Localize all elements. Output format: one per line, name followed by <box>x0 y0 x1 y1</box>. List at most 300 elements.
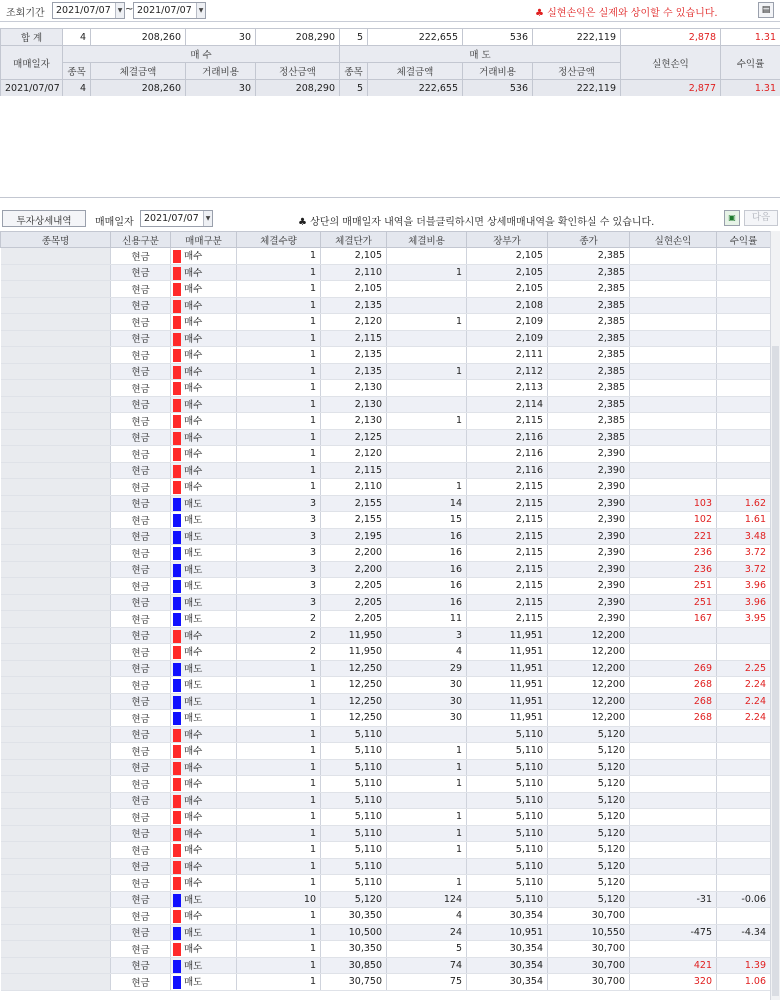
credit-type-cell: 현금 <box>111 792 171 809</box>
trade-type-label: 매수 <box>184 251 203 263</box>
exec-price-cell: 2,130 <box>321 380 387 397</box>
credit-type-cell: 현금 <box>111 429 171 446</box>
row-sell-exec: 222,655 <box>368 80 463 97</box>
exec-fee-cell: 24 <box>387 924 467 941</box>
exec-qty-cell: 1 <box>237 743 321 760</box>
col-credit-type[interactable]: 신용구분 <box>111 232 171 248</box>
realized-pnl-cell: 251 <box>630 594 717 611</box>
exec-price-cell: 5,120 <box>321 891 387 908</box>
exec-fee-cell: 16 <box>387 594 467 611</box>
exec-fee-cell: 16 <box>387 561 467 578</box>
return-rate-cell <box>717 330 771 347</box>
exec-qty-cell: 1 <box>237 330 321 347</box>
realized-pnl-cell: 320 <box>630 974 717 991</box>
exec-fee-cell: 1 <box>387 842 467 859</box>
table-row[interactable] <box>1 627 771 644</box>
credit-type-cell: 현금 <box>111 545 171 562</box>
table-row[interactable] <box>1 908 771 925</box>
realized-pnl-cell <box>630 248 717 265</box>
table-row[interactable] <box>1 660 771 677</box>
table-row[interactable] <box>1 545 771 562</box>
return-rate-cell <box>717 413 771 430</box>
table-row[interactable] <box>1 281 771 298</box>
exec-qty-cell: 1 <box>237 957 321 974</box>
table-row[interactable] <box>1 429 771 446</box>
realized-pnl-cell: -31 <box>630 891 717 908</box>
trade-type-label: 매수 <box>184 465 203 477</box>
realized-pnl-cell <box>630 726 717 743</box>
realized-pnl-cell <box>630 264 717 281</box>
trade-type-marker <box>173 795 181 808</box>
chevron-down-icon[interactable]: ▼ <box>196 3 205 18</box>
total-sell-count: 5 <box>340 29 368 46</box>
trade-type-marker <box>173 498 181 511</box>
realized-pnl-cell <box>630 281 717 298</box>
exec-price-cell: 2,135 <box>321 363 387 380</box>
book-value-cell: 5,110 <box>467 759 548 776</box>
trade-type-label: 매수 <box>184 762 203 774</box>
exec-qty-cell: 1 <box>237 776 321 793</box>
exec-fee-cell <box>387 396 467 413</box>
col-close-price[interactable]: 종가 <box>548 232 630 248</box>
credit-type-cell: 현금 <box>111 677 171 694</box>
trade-type-cell <box>171 248 237 265</box>
table-row[interactable] <box>1 858 771 875</box>
table-row[interactable] <box>1 248 771 265</box>
close-price-cell: 2,390 <box>548 495 630 512</box>
exec-fee-cell: 15 <box>387 512 467 529</box>
detail-grid <box>0 231 771 991</box>
trade-type-label: 매수 <box>184 482 203 494</box>
close-price-cell: 2,390 <box>548 446 630 463</box>
credit-type-cell: 현금 <box>111 875 171 892</box>
table-row[interactable] <box>1 611 771 628</box>
trade-type-marker <box>173 547 181 560</box>
total-sell-exec: 222,655 <box>368 29 463 46</box>
table-row[interactable] <box>1 974 771 991</box>
trade-type-label: 매수 <box>184 267 203 279</box>
return-rate-cell <box>717 396 771 413</box>
grid-scrollbar[interactable] <box>770 231 780 1000</box>
exec-qty-cell: 1 <box>237 809 321 826</box>
row-pnl: 2,877 <box>621 80 721 97</box>
table-row[interactable] <box>1 875 771 892</box>
trade-type-marker <box>173 349 181 362</box>
exec-price-cell: 10,500 <box>321 924 387 941</box>
stock-name-cell <box>1 875 111 892</box>
close-price-cell: 12,200 <box>548 627 630 644</box>
credit-type-cell: 현금 <box>111 693 171 710</box>
table-row[interactable] <box>1 594 771 611</box>
trade-type-cell <box>171 660 237 677</box>
excel-export-icon[interactable]: ▣ <box>724 210 740 226</box>
trade-type-cell <box>171 776 237 793</box>
investment-detail-button[interactable]: 투자상세내역 <box>2 210 86 227</box>
close-price-cell: 2,390 <box>548 528 630 545</box>
header-buy-settle: 정산금액 <box>256 63 340 80</box>
stock-name-cell <box>1 578 111 595</box>
return-rate-cell: 1.61 <box>717 512 771 529</box>
stock-name-cell <box>1 776 111 793</box>
stock-name-cell <box>1 594 111 611</box>
exec-price-cell: 5,110 <box>321 809 387 826</box>
close-price-cell: 12,200 <box>548 710 630 727</box>
stock-name-cell <box>1 297 111 314</box>
realized-pnl-cell <box>630 314 717 331</box>
trade-type-label: 매도 <box>184 894 203 906</box>
table-row[interactable] <box>1 842 771 859</box>
row-date: 2021/07/07 <box>1 80 63 97</box>
chevron-down-icon[interactable]: ▼ <box>115 3 124 18</box>
table-row[interactable] <box>1 759 771 776</box>
book-value-cell: 5,110 <box>467 842 548 859</box>
credit-type-cell: 현금 <box>111 660 171 677</box>
trade-type-label: 매수 <box>184 317 203 329</box>
credit-type-cell: 현금 <box>111 941 171 958</box>
table-row[interactable] <box>1 413 771 430</box>
exec-qty-cell: 1 <box>237 264 321 281</box>
pnl-notice: ♣ 실현손익은 실제와 상이할 수 있습니다. <box>535 8 718 19</box>
exec-fee-cell: 1 <box>387 743 467 760</box>
trade-type-marker <box>173 927 181 940</box>
return-rate-cell: 2.24 <box>717 710 771 727</box>
exec-qty-cell: 1 <box>237 677 321 694</box>
stock-name-cell <box>1 380 111 397</box>
exec-qty-cell: 3 <box>237 578 321 595</box>
close-price-cell: 5,120 <box>548 842 630 859</box>
exec-fee-cell <box>387 462 467 479</box>
trade-type-marker <box>173 481 181 494</box>
col-exec-fee[interactable]: 체결비용 <box>387 232 467 248</box>
trade-type-marker <box>173 762 181 775</box>
credit-type-cell: 현금 <box>111 248 171 265</box>
exec-fee-cell: 1 <box>387 314 467 331</box>
header-rate: 수익률 <box>721 46 780 80</box>
total-buy-fee: 30 <box>186 29 256 46</box>
total-pnl: 2,878 <box>621 29 721 46</box>
table-row[interactable] <box>1 578 771 595</box>
exec-price-cell: 2,120 <box>321 446 387 463</box>
book-value-cell: 5,110 <box>467 726 548 743</box>
exec-price-cell: 5,110 <box>321 726 387 743</box>
trade-type-label: 매수 <box>184 333 203 345</box>
book-value-cell: 5,110 <box>467 825 548 842</box>
stock-name-cell <box>1 842 111 859</box>
trade-type-label: 매수 <box>184 878 203 890</box>
return-rate-cell <box>717 809 771 826</box>
table-row[interactable] <box>1 380 771 397</box>
total-buy-count: 4 <box>63 29 91 46</box>
date-from-input[interactable] <box>52 2 125 19</box>
trade-type-cell <box>171 594 237 611</box>
close-price-cell: 2,385 <box>548 347 630 364</box>
exec-qty-cell: 1 <box>237 941 321 958</box>
return-rate-cell: 3.96 <box>717 578 771 595</box>
return-rate-cell <box>717 875 771 892</box>
credit-type-cell: 현금 <box>111 908 171 925</box>
exec-fee-cell: 16 <box>387 578 467 595</box>
exec-fee-cell <box>387 281 467 298</box>
exec-qty-cell: 3 <box>237 528 321 545</box>
book-value-cell: 2,112 <box>467 363 548 380</box>
book-value-cell: 2,115 <box>467 413 548 430</box>
trade-type-label: 매도 <box>184 663 203 675</box>
table-row[interactable] <box>1 495 771 512</box>
credit-type-cell: 현금 <box>111 842 171 859</box>
return-rate-cell <box>717 264 771 281</box>
credit-type-cell: 현금 <box>111 281 171 298</box>
table-row[interactable] <box>1 363 771 380</box>
table-row[interactable] <box>1 446 771 463</box>
close-price-cell: 2,385 <box>548 429 630 446</box>
return-rate-cell: -4.34 <box>717 924 771 941</box>
credit-type-cell: 현금 <box>111 330 171 347</box>
book-value-cell: 2,115 <box>467 611 548 628</box>
credit-type-cell: 현금 <box>111 561 171 578</box>
close-price-cell: 2,390 <box>548 578 630 595</box>
realized-pnl-cell <box>630 330 717 347</box>
book-value-cell: 2,115 <box>467 495 548 512</box>
table-row[interactable] <box>1 941 771 958</box>
close-price-cell: 5,120 <box>548 743 630 760</box>
book-value-cell: 2,105 <box>467 264 548 281</box>
close-price-cell: 2,385 <box>548 330 630 347</box>
realized-pnl-cell <box>630 446 717 463</box>
credit-type-cell: 현금 <box>111 759 171 776</box>
exec-price-cell: 12,250 <box>321 677 387 694</box>
table-row[interactable] <box>1 693 771 710</box>
close-price-cell: 2,385 <box>548 264 630 281</box>
exec-fee-cell <box>387 347 467 364</box>
trade-type-marker <box>173 283 181 296</box>
return-rate-cell <box>717 941 771 958</box>
table-row[interactable] <box>1 330 771 347</box>
credit-type-cell: 현금 <box>111 512 171 529</box>
close-price-cell: 2,390 <box>548 462 630 479</box>
trade-type-marker <box>173 415 181 428</box>
table-row[interactable] <box>1 792 771 809</box>
exec-qty-cell: 2 <box>237 611 321 628</box>
col-realized-pnl[interactable]: 실현손익 <box>630 232 717 248</box>
return-rate-cell: 3.48 <box>717 528 771 545</box>
return-rate-cell: 2.24 <box>717 693 771 710</box>
exec-qty-cell: 1 <box>237 710 321 727</box>
table-row[interactable] <box>1 297 771 314</box>
realized-pnl-cell: 167 <box>630 611 717 628</box>
trade-type-label: 매수 <box>184 845 203 857</box>
table-row[interactable] <box>1 396 771 413</box>
trade-type-marker <box>173 696 181 709</box>
table-row[interactable] <box>1 264 771 281</box>
row-buy-settle: 208,290 <box>256 80 340 97</box>
table-row[interactable] <box>1 347 771 364</box>
stock-name-cell <box>1 512 111 529</box>
table-row[interactable] <box>1 314 771 331</box>
col-trade-type[interactable]: 매매구분 <box>171 232 237 248</box>
table-row[interactable] <box>1 743 771 760</box>
exec-fee-cell <box>387 330 467 347</box>
exec-price-cell: 2,205 <box>321 578 387 595</box>
col-stock-name[interactable]: 종목명 <box>1 232 111 248</box>
book-value-cell: 30,354 <box>467 957 548 974</box>
credit-type-cell: 현금 <box>111 396 171 413</box>
realized-pnl-cell: 268 <box>630 710 717 727</box>
trade-type-cell <box>171 809 237 826</box>
table-row[interactable] <box>1 479 771 496</box>
header-buy-fee: 거래비용 <box>186 63 256 80</box>
exec-qty-cell: 1 <box>237 759 321 776</box>
trade-type-marker <box>173 333 181 346</box>
realized-pnl-cell: 102 <box>630 512 717 529</box>
close-price-cell: 12,200 <box>548 693 630 710</box>
return-rate-cell <box>717 759 771 776</box>
credit-type-cell: 현금 <box>111 413 171 430</box>
table-row[interactable] <box>1 776 771 793</box>
next-button[interactable]: 다음 <box>744 210 778 226</box>
book-value-cell: 2,105 <box>467 281 548 298</box>
close-price-cell: 2,385 <box>548 248 630 265</box>
date-to-input[interactable] <box>133 2 206 19</box>
header-pnl: 실현손익 <box>621 46 721 80</box>
trade-date-input[interactable] <box>140 210 213 227</box>
credit-type-cell: 현금 <box>111 446 171 463</box>
realized-pnl-cell: 236 <box>630 561 717 578</box>
exec-fee-cell: 1 <box>387 825 467 842</box>
realized-pnl-cell: 268 <box>630 693 717 710</box>
stock-name-cell <box>1 495 111 512</box>
table-row[interactable] <box>1 462 771 479</box>
stock-name-cell <box>1 809 111 826</box>
realized-pnl-cell <box>630 479 717 496</box>
trade-type-cell <box>171 908 237 925</box>
trade-type-label: 매도 <box>184 564 203 576</box>
realized-pnl-cell <box>630 396 717 413</box>
trade-type-label: 매수 <box>184 300 203 312</box>
trade-type-marker <box>173 960 181 973</box>
table-row[interactable] <box>1 528 771 545</box>
exec-qty-cell: 1 <box>237 380 321 397</box>
credit-type-cell: 현금 <box>111 957 171 974</box>
exec-price-cell: 2,200 <box>321 561 387 578</box>
close-price-cell: 5,120 <box>548 776 630 793</box>
trade-type-label: 매수 <box>184 432 203 444</box>
exec-fee-cell: 1 <box>387 479 467 496</box>
book-value-cell: 2,109 <box>467 314 548 331</box>
realized-pnl-cell <box>630 297 717 314</box>
trade-type-marker <box>173 630 181 643</box>
col-book-value[interactable]: 장부가 <box>467 232 548 248</box>
summary-date-row[interactable] <box>1 80 780 97</box>
scrollbar-thumb[interactable] <box>772 346 779 996</box>
exec-price-cell: 2,110 <box>321 479 387 496</box>
trade-type-marker <box>173 811 181 824</box>
trade-type-label: 매수 <box>184 366 203 378</box>
table-row[interactable] <box>1 825 771 842</box>
trade-type-marker <box>173 399 181 412</box>
close-price-cell: 2,390 <box>548 479 630 496</box>
exec-qty-cell: 1 <box>237 248 321 265</box>
table-row[interactable] <box>1 924 771 941</box>
close-price-cell: 2,385 <box>548 281 630 298</box>
return-rate-cell <box>717 776 771 793</box>
close-price-cell: 2,390 <box>548 545 630 562</box>
exec-qty-cell: 1 <box>237 726 321 743</box>
table-row[interactable] <box>1 644 771 661</box>
close-price-cell: 2,390 <box>548 561 630 578</box>
credit-type-cell: 현금 <box>111 479 171 496</box>
return-rate-cell <box>717 281 771 298</box>
book-value-cell: 11,951 <box>467 693 548 710</box>
exec-price-cell: 2,130 <box>321 413 387 430</box>
book-value-cell: 5,110 <box>467 809 548 826</box>
summary-total-row <box>1 29 780 46</box>
close-price-cell: 2,390 <box>548 512 630 529</box>
realized-pnl-cell <box>630 908 717 925</box>
trade-type-cell <box>171 842 237 859</box>
trade-type-marker <box>173 267 181 280</box>
table-row[interactable] <box>1 677 771 694</box>
header-sell-exec: 체결금액 <box>368 63 463 80</box>
trade-type-label: 매도 <box>184 696 203 708</box>
col-exec-price[interactable]: 체결단가 <box>321 232 387 248</box>
trade-type-marker <box>173 976 181 989</box>
close-price-cell: 2,385 <box>548 314 630 331</box>
book-value-cell: 2,105 <box>467 248 548 265</box>
close-price-cell: 2,390 <box>548 594 630 611</box>
table-row[interactable] <box>1 512 771 529</box>
book-value-cell: 2,115 <box>467 528 548 545</box>
close-price-cell: 30,700 <box>548 974 630 991</box>
trade-type-marker <box>173 432 181 445</box>
col-exec-qty[interactable]: 체결수량 <box>237 232 321 248</box>
exec-qty-cell: 1 <box>237 297 321 314</box>
table-row[interactable] <box>1 726 771 743</box>
total-rate: 1.31 <box>721 29 780 46</box>
trade-type-marker <box>173 729 181 742</box>
exec-price-cell: 2,200 <box>321 545 387 562</box>
trade-type-marker <box>173 366 181 379</box>
print-icon[interactable]: ▤ <box>758 2 774 18</box>
trade-type-label: 매수 <box>184 779 203 791</box>
stock-name-cell <box>1 611 111 628</box>
credit-type-cell: 현금 <box>111 776 171 793</box>
col-return-rate[interactable]: 수익률 <box>717 232 771 248</box>
realized-pnl-cell: 268 <box>630 677 717 694</box>
exec-price-cell: 12,250 <box>321 660 387 677</box>
exec-fee-cell <box>387 792 467 809</box>
table-row[interactable] <box>1 561 771 578</box>
credit-type-cell: 현금 <box>111 644 171 661</box>
return-rate-cell: 3.95 <box>717 611 771 628</box>
exec-fee-cell: 1 <box>387 363 467 380</box>
book-value-cell: 2,116 <box>467 429 548 446</box>
credit-type-cell: 현금 <box>111 363 171 380</box>
exec-qty-cell: 3 <box>237 495 321 512</box>
chevron-down-icon[interactable]: ▼ <box>203 211 212 226</box>
exec-fee-cell: 124 <box>387 891 467 908</box>
table-row[interactable] <box>1 710 771 727</box>
exec-qty-cell: 1 <box>237 842 321 859</box>
trade-type-cell <box>171 347 237 364</box>
trade-type-cell <box>171 792 237 809</box>
table-row[interactable] <box>1 957 771 974</box>
table-row[interactable] <box>1 809 771 826</box>
exec-price-cell: 30,750 <box>321 974 387 991</box>
trade-type-marker <box>173 877 181 890</box>
exec-fee-cell: 5 <box>387 941 467 958</box>
table-row[interactable] <box>1 891 771 908</box>
trade-type-marker <box>173 861 181 874</box>
